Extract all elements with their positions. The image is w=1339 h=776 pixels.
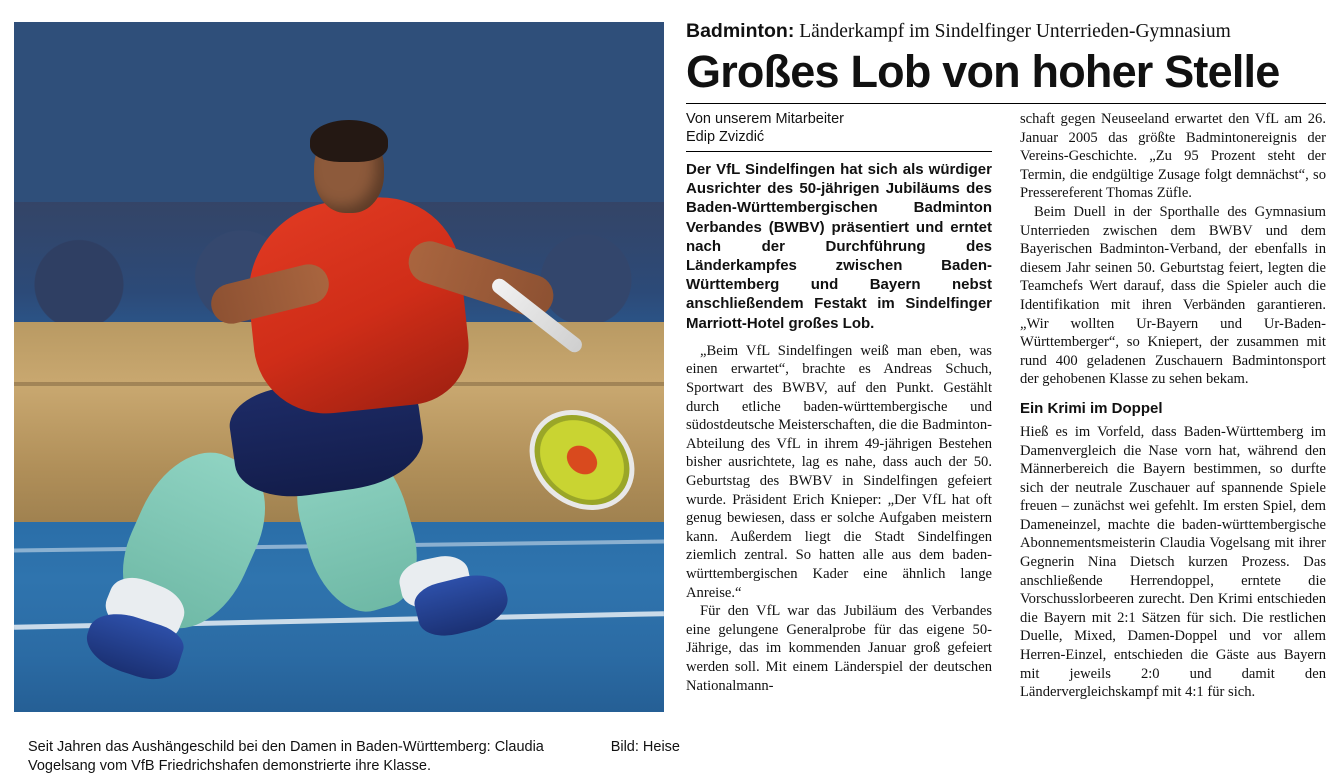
photo-caption <box>28 738 680 776</box>
photo-credit: Bild: Heise <box>610 739 680 755</box>
badminton-photo <box>14 22 664 712</box>
article-paragraph: Hieß es im Vorfeld, dass Baden-Württemberg im Damenvergleich die Nase vorn hat, während den Männerbereich die Bayern bestimmen, so durfte sich der neutrale Zuschauer auf spannende Spiele freuen – zunächst wei gefehlt. Im ersten Spiel, dem Dameneinzel, machte die baden-württembergische Abonnementsmeisterin Claudia Vogelsang mit ihrer Gegnerin Nina Dietsch kurzen Prozess. Das anschließende Herrendoppel, erntete die Vorschusslorbeeren zurecht. Den Krimi entschieden die Bayern mit 2:1 Sätzen für sich. Die restlichen Duelle, Mixed, Damen-Doppel und vor allem Herren-Einzel, entschieden die Gäste aus Bayern mit jeweils 2:0 und damit den Ländervergleichskampf mit 4:1 für sich. <box>1020 423 1326 701</box>
article-paragraph: schaft gegen Neuseeland erwartet den VfL am 26. Januar 2005 das größte Badmintonereignis der Vereins-Geschichte. „Zu 95 Prozent steht der Termin, die endgültige Zusage folgt demnächst“, so Pressereferent Thomas Züfle. <box>1020 111 1326 202</box>
article-paragraph: Beim Duell in der Sporthalle des Gymnasium Unterrieden zwischen dem BWBV und dem Bayerischen Badminton-Verband, der ebenfalls in diesem Jahr seinen 50. Geburtstag feiert, legten die Teamchefs Wert darauf, dass die Spieler auch die Identifikation mit ihren Verbänden garantieren. „Wir wollten Ur-Bayern und Ur-Baden-Württemberger“, so Kniepert, der zusammen mit rund 400 geladenen Zuschauern Badmintonsport der gehobenen Klasse zu sehen bekam. <box>1020 203 1326 388</box>
article-lead: Der VfL Sindelfingen hat sich als würdiger Ausrichter des 50-jährigen Jubiläums des Baden-Württembergischen Badminton Verbandes (BWBV) präsentiert und erntet nach der Durchführung des Länderkampfes zwischen Baden-Württemberg und Bayern nebst anschließendem Festakt im Sindelfinger Marriott-Hotel großes Lob. <box>686 161 992 332</box>
article-headline: Großes Lob von hoher Stelle <box>686 46 1280 97</box>
photo-caption-text: Seit Jahren das Aushängeschild bei den Damen in Baden-Württemberg: Claudia Vogelsang vom VfB Friedrichshafen demonstrierte ihre Klasse. <box>28 739 544 774</box>
article-column-left <box>686 110 992 695</box>
article-column-right <box>1020 110 1326 702</box>
byline <box>686 110 992 146</box>
byline-line-1: Von unserem Mitarbeiter <box>686 111 844 127</box>
article <box>686 20 1326 701</box>
byline-line-2: Edip Zvizdić <box>686 129 765 145</box>
article-subheading: Ein Krimi im Doppel <box>1020 399 1163 417</box>
photo-block <box>14 22 680 774</box>
kicker-rest: Länderkampf im Sindelfinger Unterrieden-Gymnasium <box>794 21 1231 42</box>
article-paragraph: „Beim VfL Sindelfingen weiß man eben, was einen erwartet“, brachte es Andreas Schuch, Sportwart des BWBV, auf den Punkt. Gestählt durch etliche baden-württembergische und südostdeutsche Meisterschaften, die die Badminton-Abteilung des VfL in ihrem 49-jährigen Bestehen bisher ausrichtete, lag es nahe, dass auch der 50. Geburtstag des BWBV in Sindelfingen gefeiert wurde. Präsident Erich Knieper: „Der VfL hat oft genug bewiesen, dass er solche Aufgaben meistern kann. Außerdem liegt die Stadt Sindelfingen ziemlich zentral. So hatten alle aus dem baden-württembergischen Kader eine ähnlich lange Anreise.“ <box>686 342 992 601</box>
byline-divider <box>686 151 992 152</box>
article-kicker <box>686 20 1326 43</box>
article-paragraph: Für den VfL war das Jubiläum des Verbandes eine gelungene Generalprobe für das eigene 50-Jährige, das im kommenden Januar groß gefeiert werden soll. Mit einem Länderspiel der deutschen Nationalmann- <box>686 603 992 694</box>
kicker-label: Badminton: <box>686 20 795 42</box>
headline-divider <box>686 103 1326 104</box>
player-hair <box>310 120 388 162</box>
